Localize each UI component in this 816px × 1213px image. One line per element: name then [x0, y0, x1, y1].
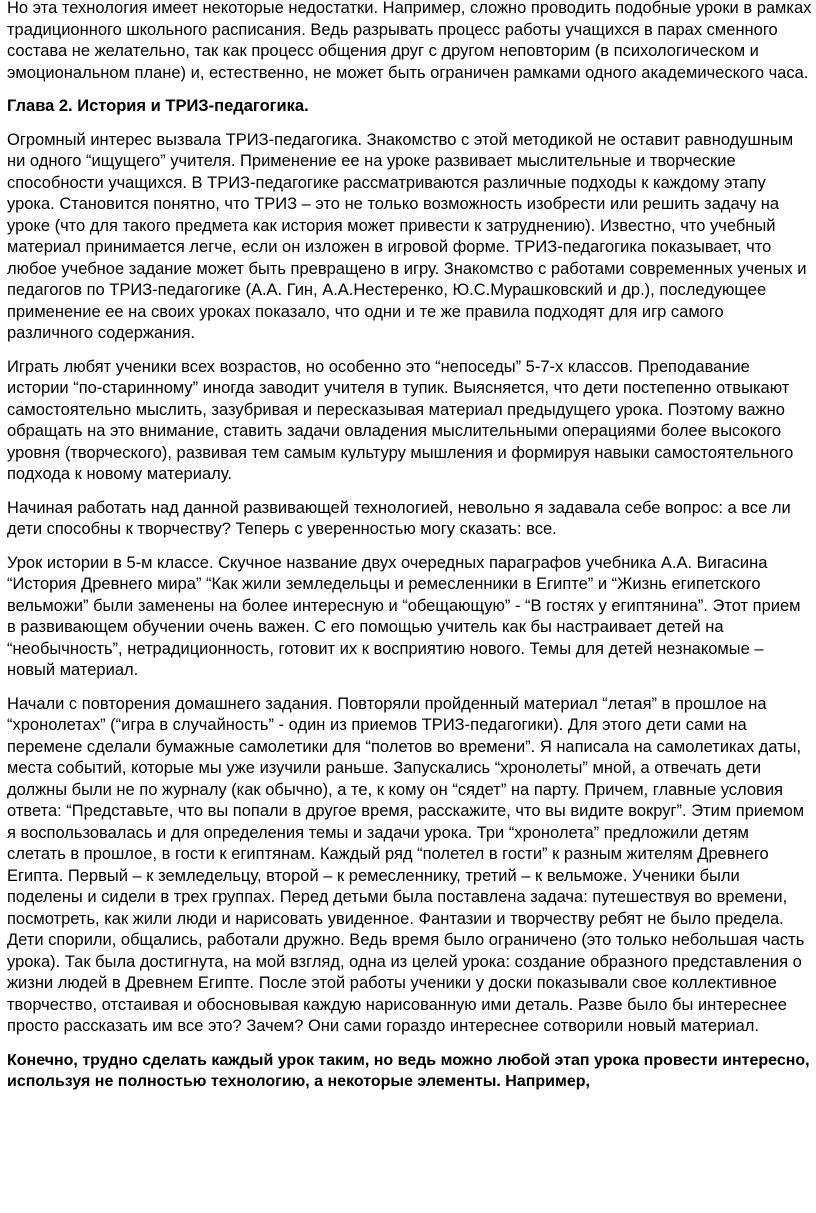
paragraph-3: Играть любят ученики всех возрастов, но особенно это “непоседы” 5-7-х классов. Преподавание истории “по-старинному” иногда заводит учителя в тупик. Выясняется, что дети постепенно отвыкают самостоятельно мыслить, зазубривая и пересказывая материал предыдущего урока. Поэтому важно обращать на это внимание, ставить задачи овладения мыслительными операциями более высокого уровня (творческого), развивая тем самым культуру мышления и формируя навыки самостоятельного подхода к новому материалу. [7, 357, 794, 483]
paragraph-6: Начали с повторения домашнего задания. Повторяли пройденный материал “летая” в прошлое на “хронолетах” (“игра в случайность” - один из приемов ТРИЗ-педагогики). Для этого дети сами на перемене сделали бумажные самолетики для “полетов во времени”. Я написала на самолетиках даты, места событий, которые мы уже изучили раньше. Запускались “хронолеты” мной, а отвечать дети должны были не по журналу (как обычно), а те, к кому он “сядет” на парту. Причем, главные условия ответа: “Представьте, что вы попали в другое время, расскажите, что вы видите вокруг”. Этим приемом я воспользовалась и для определения темы и задачи урока. Три “хронолета” предложили детям слетать в прошлое, в гости к египтянам. Каждый ряд “полетел в гости” к разным жителям Древнего Египта. Первый – к земледельцу, второй – к ремесленнику, третий – к вельможе. Ученики были поделены и сидели в трех группах. Перед детьми была поставлена задача: путешествуя во времени, посмотреть, как жили люди и нарисовать увиденное. Фантазии и творчеству ребят не было предела. Дети спорили, общались, работали дружно. Ведь время было ограничено (это только небольшая часть урока). Так была достигнута, на мой взгляд, одна из целей урока: создание образного представления о жизни людей в Древнем Египте. После этой работы ученики у доски показывали свое коллективное творчество, отстаивая и обосновывая каждую нарисованную ими деталь. Разве было бы интереснее просто рассказать им все это? Зачем? Они сами гораздо интереснее сотворили новый материал. [7, 694, 805, 1035]
paragraph-7: Конечно, трудно сделать каждый урок таким, но ведь можно любой этап урока провести интересно, используя не полностью технологию, а некоторые элементы. Например, [7, 1051, 810, 1090]
paragraph-4: Начиная работать над данной развивающей технологией, невольно я задавала себе вопрос: а все ли дети способны к творчеству? Теперь с уверенностью могу сказать: все. [7, 498, 791, 538]
paragraph-1: Но эта технология имеет некоторые недостатки. Например, сложно проводить подобные уроки в рамках традиционного школьного расписания. Ведь разрывать процесс работы учащихся в парах сменного состава не желательно, так как процесс общения друг с другом неповторим (в психологическом и эмоциональном плане) и, естественно, не может быть ограничен рамками одного академического часа. [7, 0, 812, 82]
chapter-heading: Глава 2. История и ТРИЗ-педагогика. [7, 97, 309, 115]
paragraph-2: Огромный интерес вызвала ТРИЗ-педагогика. Знакомство с этой методикой не оставит равнодушным ни одного “ищущего” учителя. Применение ее на уроке развивает мыслительные и творческие способности учащихся. В ТРИЗ-педагогике рассматриваются различные подходы к каждому этапу урока. Становится понятно, что ТРИЗ – это не только возможность изобрести или решить задачу на уроке (что для такого предмета как история может привести к затруднению). Известно, что учебный материал принимается легче, если он изложен в игровой форме. ТРИЗ-педагогика показывает, что любое учебное задание может быть превращено в игру. Знакомство с работами современных ученых и педагогов по ТРИЗ-педагогике (А.А. Гин, А.А.Нестеренко, Ю.С.Мурашковский и др.), последующее применение ее на своих уроках показало, что одни и те же правила подходят для игр самого различного содержания. [7, 130, 807, 342]
paragraph-5: Урок истории в 5-м классе. Скучное название двух очередных параграфов учебника А.А. Вигасина “История Древнего мира” “Как жили земледельцы и ремесленники в Египте” и “Жизнь египетского вельможи” были заменены на более интересную и “обещающую” - “В гостях у египтянина”. Этот прием в развивающем обучении очень важен. С его помощью учитель как бы настраивает детей на “необычность”, нетрадиционность, готовит их к восприятию нового. Темы для детей незнакомые – новый материал. [7, 553, 801, 679]
